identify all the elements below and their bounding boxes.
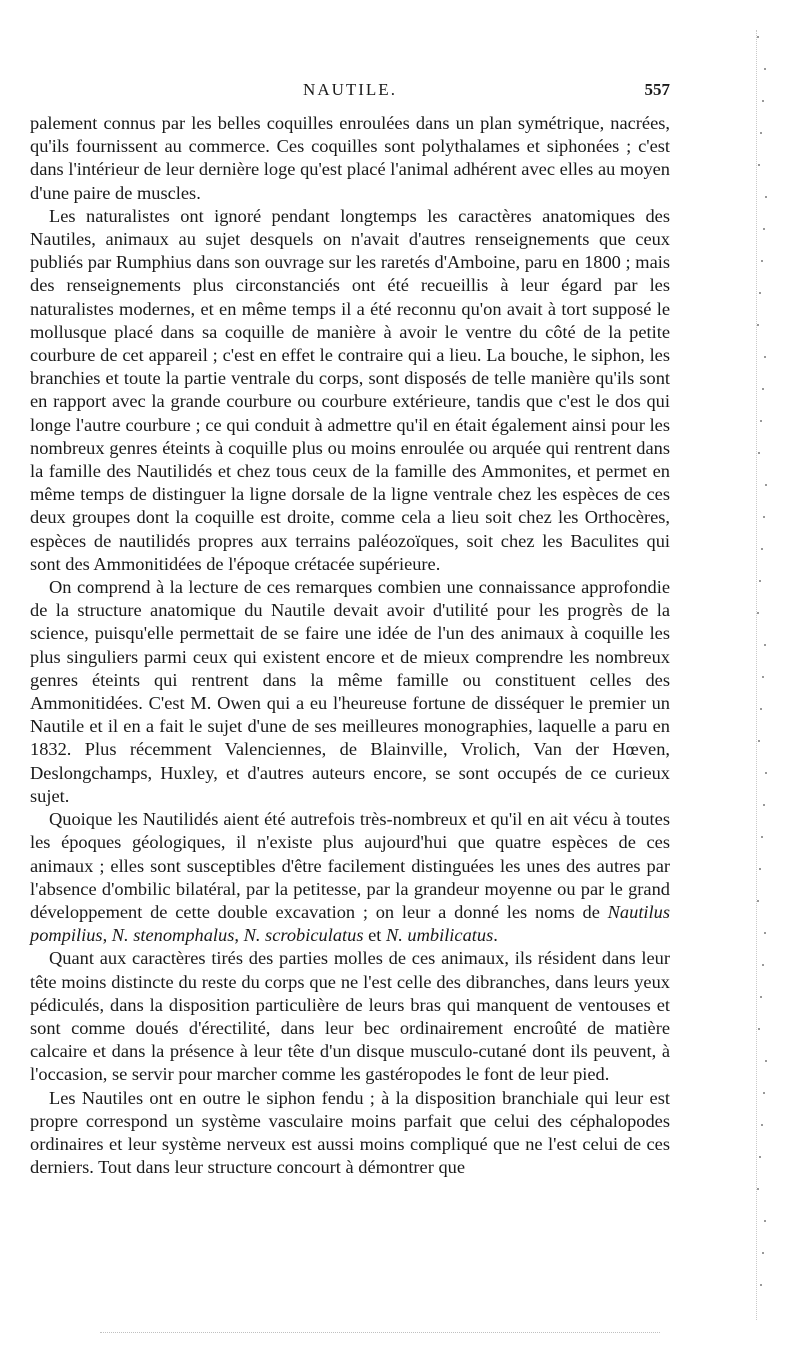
separator: et [363,925,386,946]
separator: , [102,925,112,946]
scan-speck [761,260,763,262]
scan-speck [765,1060,767,1062]
scan-speck [763,516,765,518]
paragraph-3: On comprend à la lecture de ces remarques combien une connaissance approfondie de la structure anatomique du Nautile devait avoir d'utilité pour les progrès de la science, puisqu'elle permettait de se faire une idée de l'un des animaux à coquille les plus singuliers parmi ceux qui existent encore et de mieux comprendre les nombreux genres éteints qui rentrent dans la même famille ou constituent celles des Ammonitidées. C'est M. Owen qui a eu l'heureuse fortune de disséquer le premier un Nautile et il en a fait le sujet d'une de ses meilleures monographies, laquelle a paru en 1832. Plus récemment Valenciennes, de Blainville, Vrolich, Van der Hœven, Deslongchamps, Huxley, et d'autres auteurs encore, se sont occupés de ce curieux sujet. [30,577,670,806]
scan-speck [757,36,759,38]
scan-speck [758,164,760,166]
scan-speck [760,996,762,998]
paragraph-4 [30,808,670,947]
paragraph-6: Les Nautiles ont en outre le siphon fendu ; à la disposition branchiale qui leur est propre correspond un système vasculaire moins parfait que celui des céphalopodes ordinaires et leur système nerveux est aussi moins compliqué que ne l'est celui de ces derniers. Tout dans leur structure concourt à démontrer que [30,1087,670,1178]
paragraph-5: Quant aux caractères tirés des parties molles de ces animaux, ils résident dans leur tête moins distincte du reste du corps que ne l'est celle des dibranches, dans leurs yeux pédiculés, dans la disposition particulière de leurs bras qui manquent de ventouses et sont comme doués d'érectilité, dans leur bec ordinairement encroûté de matière calcaire et dans la présence à leur tête d'un disque musculo-cutané dont ils peuvent, à l'occasion, se servir pour marcher comme les gastéropodes le font de leur pied. [30,948,670,1085]
paragraph-2: Les naturalistes ont ignoré pendant longtemps les caractères anatomiques des Nautiles, animaux au sujet desquels on n'avait d'autres renseignements que ceux publiés par Rumphius dans son ouvrage sur les raretés d'Amboine, paru en 1800 ; mais des renseignements plus circonstanciés ont été recueillis à leur égard par les naturalistes modernes, et en même temps il a été reconnu qu'on avait à tort supposé le mollusque placé dans sa coquille de manière à avoir le ventre du côté de la petite courbure de cet appareil ; c'est en effet le contraire qui a lieu. La bouche, le siphon, les branchies et toute la partie ventrale du corps, sont disposés de telle manière qu'ils sont en rapport avec la grande courbure ou courbure extérieure, tandis que c'est le dos qui longe l'autre courbure ; ce qui conduit à admettre qu'il en était également ainsi pour les nombreux genres éteints à coquille plus ou moins enroulée ou arquée qui rentrent dans la famille des Nautilidés et chez tous ceux de la famille des Ammonites, et permet en même temps de distinguer la ligne dorsale de la ligne ventrale chez les espèces de ces deux groupes dont la coquille est droite, comme cela a lieu soit chez les Orthocères, espèces de nautilidés propres aux terrains paléozoïques, soit chez les Baculites qui sont des Ammonitidées de l'époque crétacée supérieure. [30,205,670,574]
scan-speck [765,772,767,774]
scan-speck [762,676,764,678]
scan-margin-marks [756,30,771,1320]
scan-speck [764,68,766,70]
scan-speck [761,836,763,838]
scan-speck [759,580,761,582]
scan-speck [758,1028,760,1030]
scan-footer-marks [100,1332,660,1333]
scan-speck [764,644,766,646]
scan-speck [759,292,761,294]
scan-speck [758,740,760,742]
running-header [30,80,670,104]
separator: , [234,925,244,946]
scan-speck [764,1220,766,1222]
scan-speck [757,612,759,614]
scan-speck [765,484,767,486]
species-name: N. umbilicatus [385,925,494,946]
scan-speck [757,900,759,902]
scan-speck [760,132,762,134]
scan-speck [757,324,759,326]
body-text [30,112,670,1179]
species-name: N. stenomphalus [111,925,235,946]
scan-speck [760,708,762,710]
scan-speck [762,388,764,390]
scan-speck [764,356,766,358]
scan-speck [765,196,767,198]
species-name: N. scrobiculatus [243,925,364,946]
scan-speck [763,804,765,806]
scan-speck [764,932,766,934]
paragraph-4-text: Quoique les Nautilidés aient été autrefois très-nombreux et qu'il en ait vécu à toutes les époques géologiques, il n'existe plus aujourd'hui que quatre espèces de ces animaux ; elles sont susceptibles d'être facilement distinguées les unes des autres par l'absence d'ombilic bilatéral, par la petitesse, par la grandeur moyenne ou par le grand développement de cette double excavation ; on leur a donné les noms de [30,809,670,922]
scan-speck [760,1284,762,1286]
scan-speck [762,964,764,966]
scan-speck [761,548,763,550]
scan-speck [757,1188,759,1190]
scan-speck [763,228,765,230]
scan-speck [759,1156,761,1158]
scan-speck [759,868,761,870]
scan-speck [762,1252,764,1254]
scan-speck [760,420,762,422]
scan-speck [761,1124,763,1126]
page-number: 557 [644,80,670,99]
scan-speck [762,100,764,102]
paragraph-1: palement connus par les belles coquilles enroulées dans un plan symétrique, nacrées, qu'ils fournissent au commerce. Ces coquilles sont polythalames et siphonées ; c'est dans l'intérieur de leur dernière loge qu'est placé l'animal adhérent avec elles au moyen d'une paire de muscles. [30,113,670,203]
separator: . [493,925,498,946]
scan-speck [758,452,760,454]
scan-speck [763,1092,765,1094]
running-title: NAUTILE. [303,80,397,99]
species-name: Nautilus pompilius [30,901,670,946]
